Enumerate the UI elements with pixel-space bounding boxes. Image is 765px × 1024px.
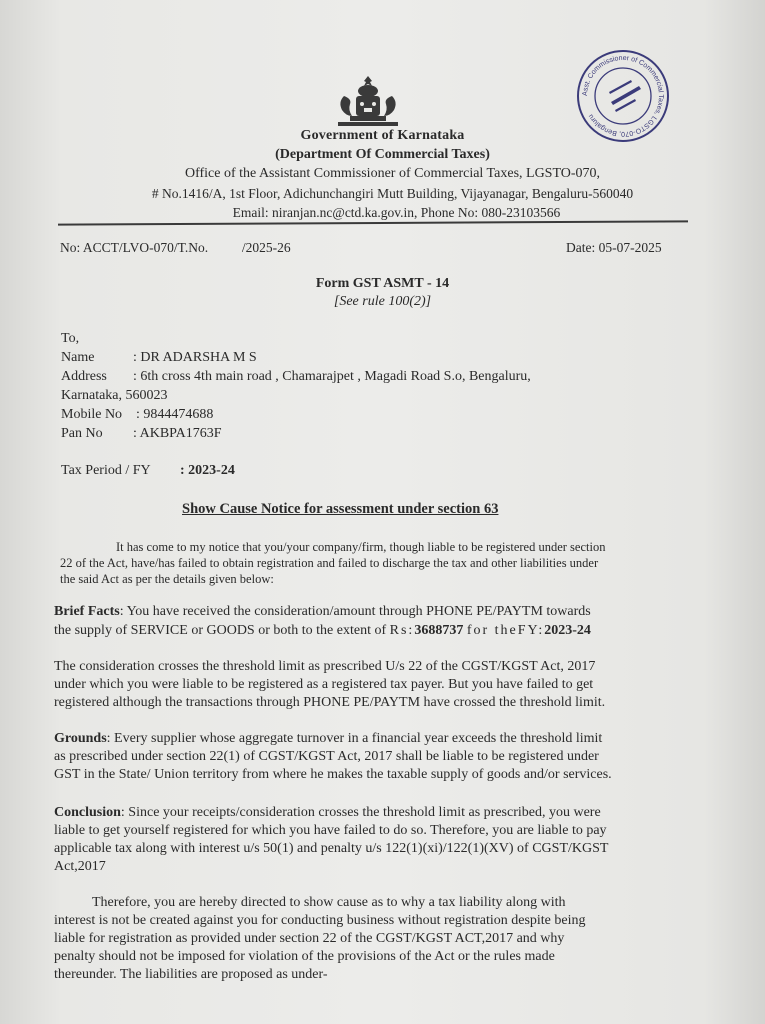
therefore-line-4: penalty should not be imposed for violation of the provisions of the Act or the rules made	[54, 949, 555, 964]
recipient-pan: : AKBPA1763F	[133, 426, 222, 441]
header-divider	[58, 220, 688, 225]
address-line: # No.1416/A, 1st Floor, Adichunchangiri Mutt Building, Vijayanagar, Bengaluru-560040	[151, 186, 634, 201]
recipient-address-line1: : 6th cross 4th main road , Chamarajpet , Magadi Road S.o, Bengaluru,	[133, 369, 531, 384]
brief-fy: 2023-24	[544, 623, 591, 638]
brief-facts-line-2: the supply of SERVICE or GOODS or both to the extent of Rs:3688737 for theFY:2023-24	[54, 623, 591, 638]
form-title: Form GST ASMT - 14	[315, 276, 450, 291]
grounds-line-3: GST in the State/ Union territory from where he makes the taxable supply of goods and/or services.	[54, 767, 612, 782]
conclusion-label: Conclusion	[54, 805, 121, 820]
reference-number: No: ACCT/LVO-070/T.No. /2025-26	[60, 240, 291, 255]
threshold-line-2: under which you were liable to be registered as a registered tax payer. But you have failed to get	[54, 677, 594, 692]
intro-line-1: It has come to my notice that you/your company/firm, though liable to be registered under section	[116, 540, 606, 554]
form-rule: [See rule 100(2)]	[333, 294, 432, 309]
therefore-line-5: thereunder. The liabilities are proposed as under-	[54, 967, 328, 982]
grounds-line-2: as prescribed under section 22(1) of CGST/KGST Act, 2017 shall be liable to be registered under	[54, 749, 599, 764]
address-label: Address	[61, 369, 107, 384]
threshold-line-3: registered although the transactions through PHONE PE/PAYTM have crossed the threshold limit.	[54, 695, 606, 710]
conclusion-line-3: applicable tax along with interest u/s 50(1) and penalty u/s 122(1)(xi)/122(1)(XV) of CGST/KGST	[54, 841, 609, 856]
brief-facts-label: Brief Facts	[54, 604, 120, 619]
contact-line: Email: niranjan.nc@ctd.ka.gov.in, Phone No: 080-23103566	[232, 205, 561, 220]
name-label: Name	[61, 350, 95, 365]
tax-period-value: : 2023-24	[180, 463, 235, 478]
conclusion-line-2: liable to get yourself registered for which you have failed to do so. Therefore, you are liable to pay	[54, 823, 607, 838]
to-label: To,	[61, 331, 80, 346]
therefore-line-3: liable for registration as provided under section 22 of the CGST/KGST ACT,2017 and why	[54, 931, 565, 946]
intro-line-2: 22 of the Act, have/has failed to obtain registration and failed to discharge the tax and other liabilities under	[60, 556, 599, 570]
notice-title: Show Cause Notice for assessment under section 63	[182, 501, 499, 517]
mobile-label: Mobile No	[61, 407, 123, 422]
threshold-line-1: The consideration crosses the threshold limit as prescribed U/s 22 of the CGST/KGST Act, 2017	[54, 659, 596, 674]
tax-period-label: Tax Period / FY	[61, 463, 151, 478]
therefore-line-1: Therefore, you are hereby directed to show cause as to why a tax liability along with	[92, 895, 566, 910]
grounds-label: Grounds	[54, 731, 107, 746]
notice-date: Date: 05-07-2025	[566, 240, 662, 255]
department-title: (Department Of Commercial Taxes)	[275, 147, 490, 162]
intro-line-3: the said Act as per the details given below:	[60, 572, 274, 586]
brief-amount: 3688737	[414, 623, 464, 638]
grounds-line-1: Grounds: Every supplier whose aggregate turnover in a financial year exceeds the threshold limit	[54, 731, 603, 746]
conclusion-line-1: Conclusion: Since your receipts/consideration crosses the threshold limit as prescribed, you were	[54, 805, 601, 820]
office-line: Office of the Assistant Commissioner of Commercial Taxes, LGSTO-070,	[184, 166, 601, 181]
therefore-line-2: interest is not be created against you for conducting business without registration despite being	[54, 913, 586, 928]
fy-label: for theFY:	[466, 623, 545, 638]
pan-label: Pan No	[61, 426, 103, 441]
brief-facts-line-1: Brief Facts: You have received the consideration/amount through PHONE PE/PAYTM towards	[54, 604, 591, 619]
government-title: Government of Karnataka	[300, 128, 465, 143]
seal-text: Asst. Commissioner of Commercial Taxes, LGSTO-070, Bengaluru	[581, 54, 665, 138]
recipient-mobile: : 9844474688	[136, 407, 214, 422]
rs-label: Rs:	[389, 623, 415, 638]
recipient-name: : DR ADARSHA M S	[133, 350, 257, 365]
conclusion-line-4: Act,2017	[54, 859, 106, 874]
recipient-address-line2: Karnataka, 560023	[61, 388, 168, 403]
karnataka-emblem-icon	[330, 74, 406, 130]
